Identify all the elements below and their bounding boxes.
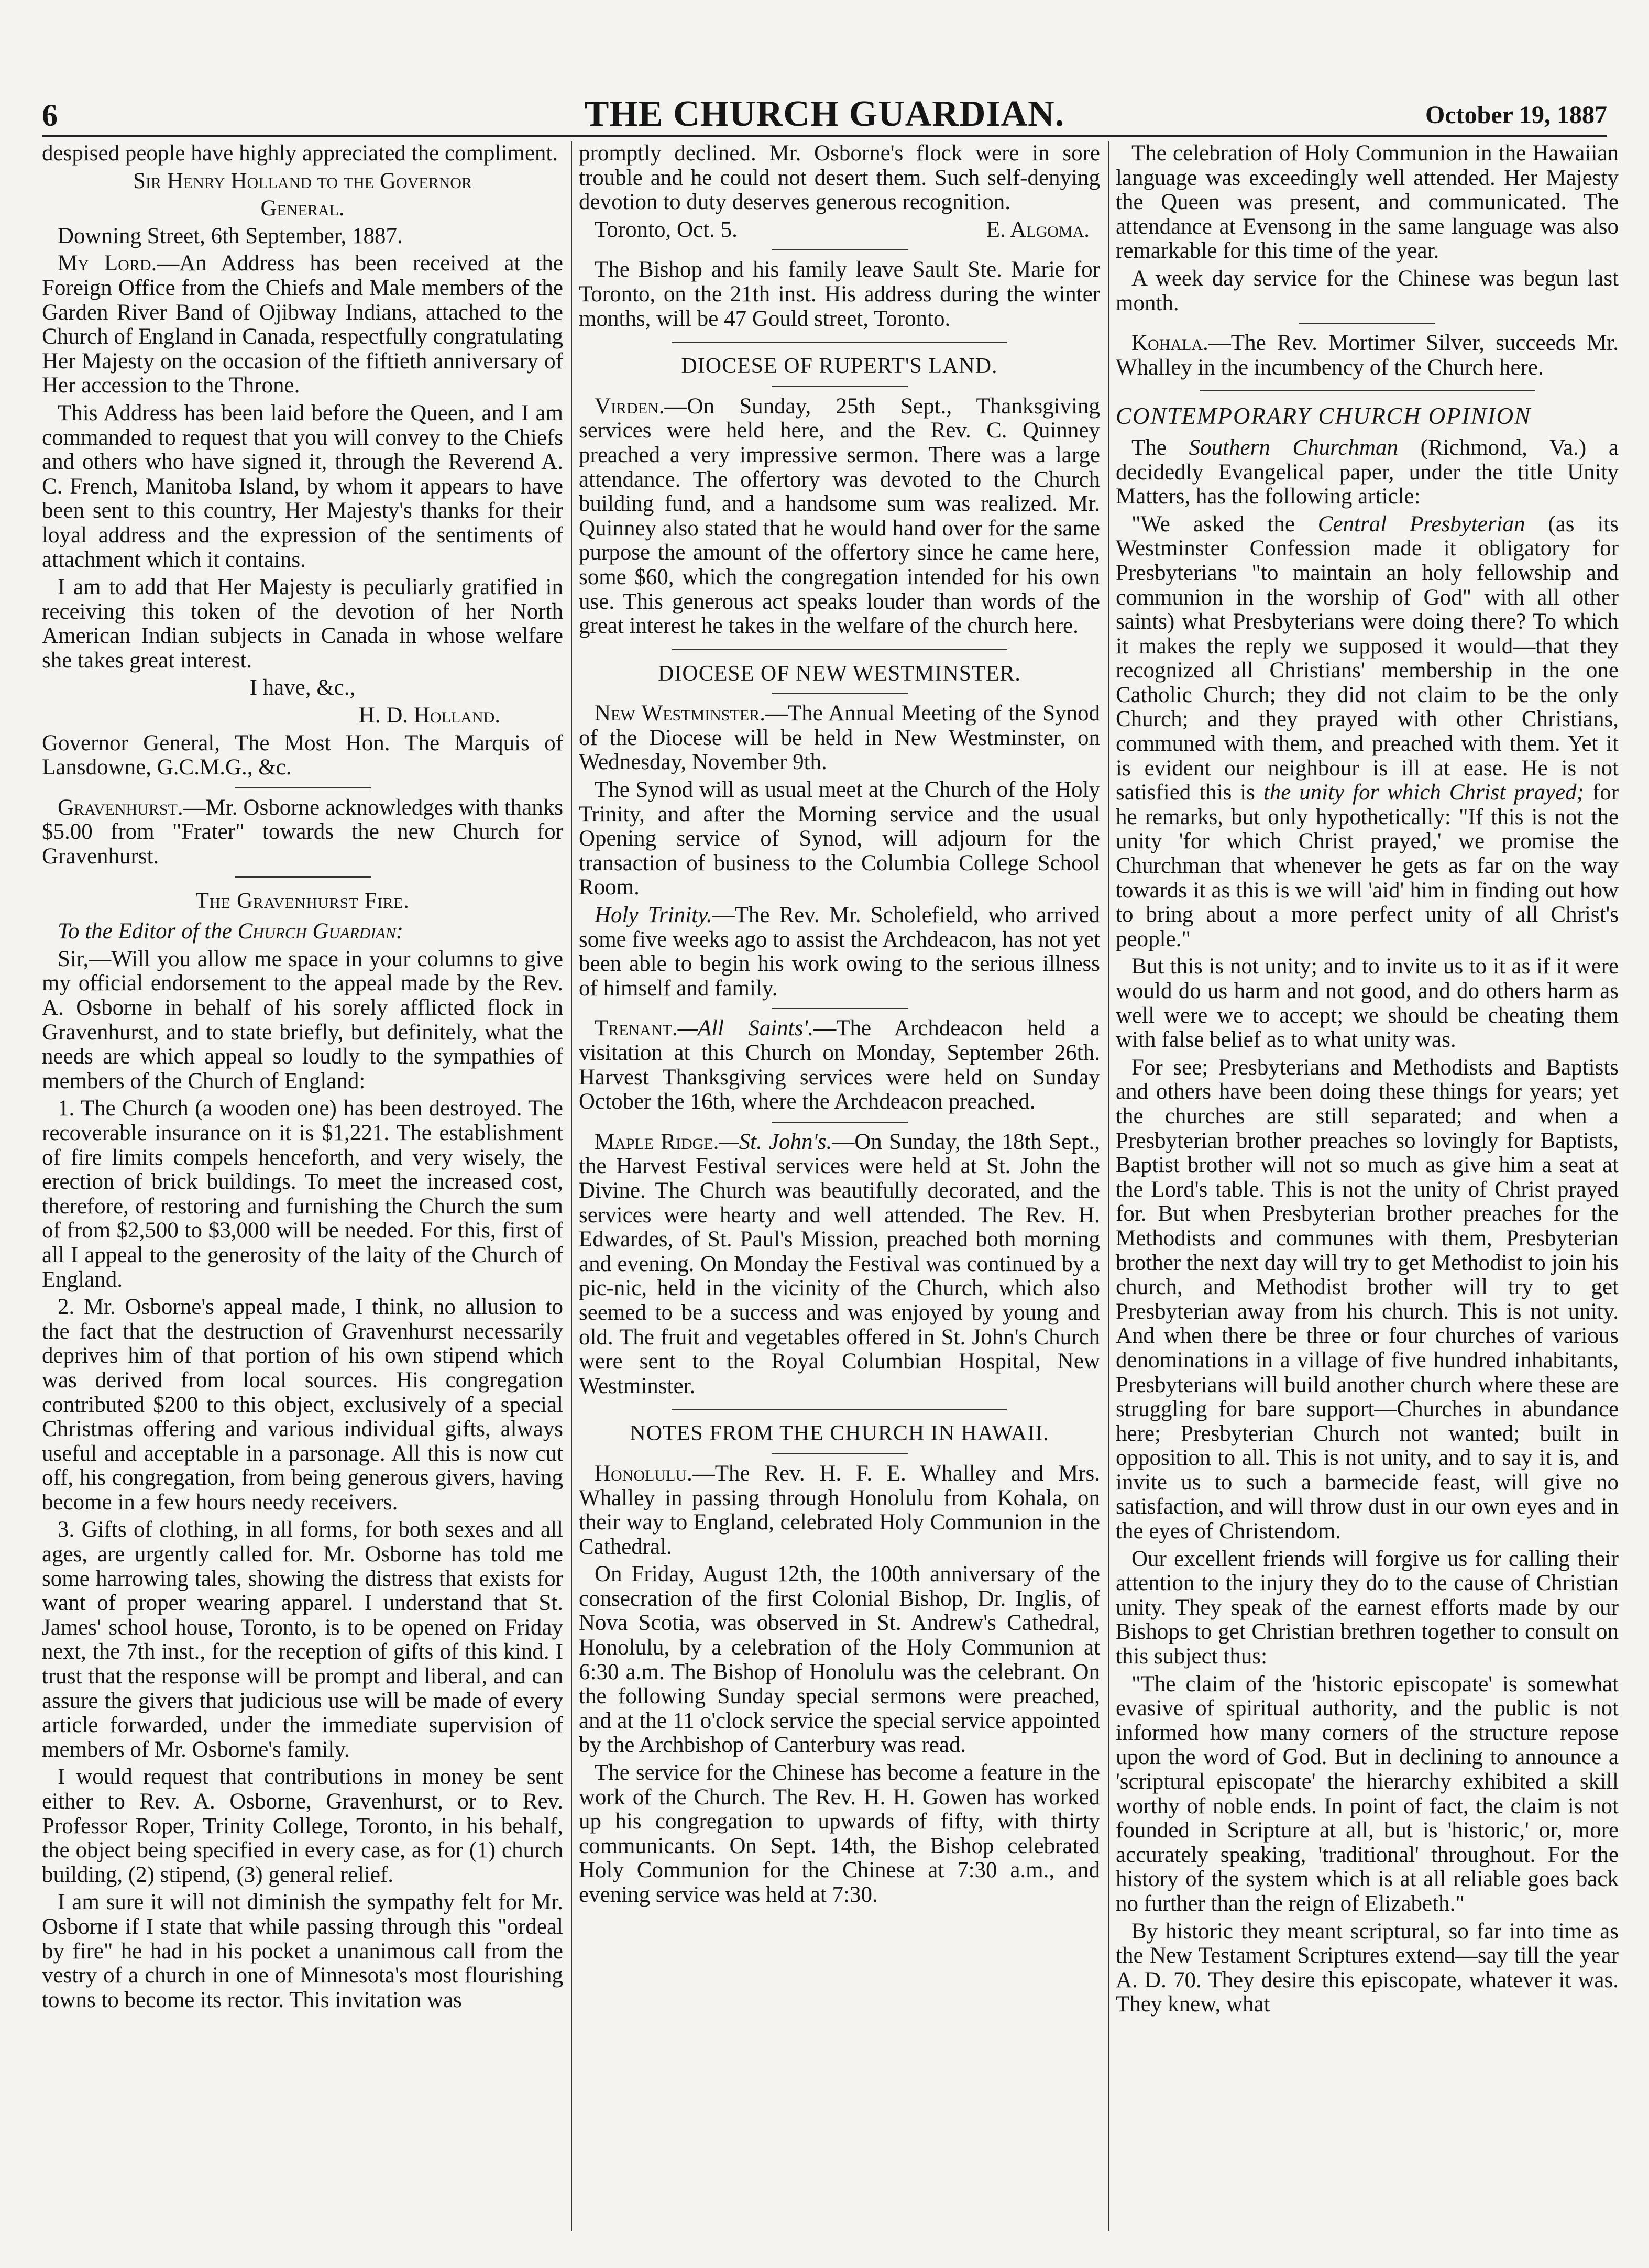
section-heading: NOTES FROM THE CHURCH IN HAWAII. — [630, 1421, 1049, 1446]
emphasis: the unity for which Christ prayed; — [1263, 780, 1584, 805]
paragraph: 3. Gifts of clothing, in all forms, for both sexes and all ages, are urgently called for. Mr. Osborne has told me some harrowing tales, showing the distress that exists for want of proper wearing apparel. I understand that St. James' school house, Toronto, is to be opened on Friday next, the 7th inst., for the reception of gifts of this kind. I trust that the response will be prompt and liberal, and can assure the givers that judicious use will be made of every article forwarded, under the immediate supervision of members of Mr. Osborne's family. — [42, 1517, 563, 1762]
paragraph-text: (as its Westminster Confession made it obligatory for Presbyterians "to maintain an holy fellowship and communion in the worship of God" with all other saints) what Presbyterians were doing there? To which it makes the reply we supposed it would—that they recognized all Christians' membership in the one Catholic Church; they did not claim to be the only Church; and they prayed with other Christians, communed with them, and preached with them. Yet it is evident our neighbour is ill at ease. He is not satisfied this is — [1116, 511, 1619, 805]
lead-in: Honolulu. — [595, 1461, 692, 1486]
paragraph-text: —The Archdeacon held a visitation at this Church on Monday, September 26th. Harvest Thanksgiving services were held on Sunday October the 16th, where the Archdeacon preached. — [579, 1016, 1100, 1114]
paragraph-text: for he remarks, but only hypothetically: "If this is not the unity 'for which Christ prayed,' we promise the Churchman that whenever he gets as far on the way towards it as this is we will 'aid' him in finding out how to bring about a more perfect unity of all Christ's people." — [1116, 780, 1619, 951]
paragraph — [579, 1462, 1100, 1559]
section-rule — [772, 386, 908, 387]
paragraph — [42, 251, 563, 398]
paper-name: Central Presbyterian — [1317, 511, 1525, 536]
section-rule — [772, 1008, 908, 1009]
lead-in: Holy Trinity. — [595, 903, 712, 928]
paragraph-text: The — [1131, 435, 1167, 460]
signature-line — [579, 218, 1100, 243]
paragraph: 1. The Church (a wooden one) has been destroyed. The recoverable insurance on it is $1,221. The establishment of fire limits compels henceforth, and very wisely, the erection of brick buildings. To meet the increased cost, therefore, of restoring and furnishing the Church the sum of from $2,500 to $3,000 will be needed. For this, first of all I appeal to the generosity of the laity of the Church of England. — [42, 1096, 563, 1292]
dateline: Downing Street, 6th September, 1887. — [58, 223, 403, 248]
paragraph — [579, 702, 1100, 775]
column-2 — [579, 141, 1100, 2231]
section-rule — [772, 1453, 908, 1454]
paragraph — [579, 903, 1100, 1001]
section-rule — [772, 1122, 908, 1123]
paragraph: The Bishop and his family leave Sault Ste. Marie for Toronto, on the 21th inst. His address during the winter months, will be 47 Gould street, Toronto. — [579, 257, 1100, 331]
paragraph: promptly declined. Mr. Osborne's flock were in sore trouble and he could not desert them. Such self-denying devotion to duty deserves generous recognition. — [579, 141, 1100, 215]
lead-sub: —All Saints'. — [677, 1016, 814, 1041]
salutation — [42, 919, 563, 944]
lead-in: Trenant. — [595, 1016, 678, 1041]
paragraph: despised people have highly appreciated the compliment. — [42, 141, 558, 166]
letter-heading: General. — [260, 196, 345, 221]
paragraph — [1116, 331, 1619, 380]
column-divider — [1108, 141, 1109, 2231]
paragraph: I am to add that Her Majesty is peculiarly gratified in receiving this token of the devotion of her North American Indian subjects in Canada in whose welfare she takes great interest. — [42, 575, 563, 673]
section-rule — [672, 1409, 1007, 1410]
section-rule — [1200, 390, 1535, 391]
column-divider — [571, 141, 572, 2231]
sign-place: Toronto, Oct. 5. — [595, 217, 738, 242]
section-heading: CONTEMPORARY CHURCH OPINION — [1116, 403, 1532, 430]
lead-in: My Lord. — [58, 251, 157, 276]
section-heading: DIOCESE OF NEW WESTMINSTER. — [658, 661, 1021, 686]
section-heading: DIOCESE OF RUPERT'S LAND. — [681, 354, 998, 379]
paragraph: By historic they meant scriptural, so far into time as the New Testament Scriptures extend—say till the year A. D. 70. They desire this episcopate, whatever it was. They knew, what — [1116, 1919, 1619, 2017]
signature: H. D. Holland. — [358, 703, 500, 728]
lead-in: Maple Ridge. — [595, 1129, 719, 1154]
paragraph: This Address has been laid before the Queen, and I am commanded to request that you will convey to the Chiefs and others who have signed it, through the Reverend A. C. French, Manitoba Island, by whom it appears to have been sent to this country, Her Majesty's thanks for their loyal address and the expression of the sentiments of attachment which it contains. — [42, 400, 563, 572]
paragraph: Our excellent friends will forgive us for calling their attention to the injury they do to the cause of Christian unity. They speak of the earnest efforts made by our Bishops to get Christian brethren together to consult on this subject thus: — [1116, 1546, 1619, 1669]
salutation-paper: Church Guardian: — [237, 919, 404, 944]
masthead: THE CHURCH GUARDIAN. — [584, 94, 1065, 134]
paragraph: The celebration of Holy Communion in the Hawaiian language was exceedingly well attended. Her Majesty the Queen was present, and communicated. The attendance at Evensong in the same language was also remarkable for this time of the year. — [1116, 141, 1619, 264]
paragraph: On Friday, August 12th, the 100th anniversary of the consecration of the first Colonial Bishop, Dr. Inglis, of Nova Scotia, was observed in St. Andrew's Cathedral, Honolulu, by a celebration of the Holy Communion at 6:30 a.m. The Bishop of Honolulu was the celebrant. On the following Sunday special sermons were preached, and at the 11 o'clock service the special service appointed by the Archbishop of Canterbury was read. — [579, 1562, 1100, 1758]
paragraph: Governor General, The Most Hon. The Marquis of Lansdowne, G.C.M.G., &c. — [42, 730, 563, 780]
lead-in: New Westminster. — [595, 701, 765, 726]
paragraph: The Synod will as usual meet at the Church of the Holy Trinity, and after the Morning service and the usual Opening service of Synod, will adjourn for the transaction of business to the Columbia College School Room. — [579, 777, 1100, 900]
section-heading: The Gravenhurst Fire. — [195, 889, 410, 913]
section-rule — [672, 649, 1007, 650]
section-rule — [1299, 323, 1435, 324]
paragraph-text: —The Annual Meeting of the Synod of the Diocese will be held in New Westminster, on Wednesday, November 9th. — [579, 701, 1100, 775]
page-header — [42, 93, 1607, 135]
section-rule — [772, 693, 908, 694]
paragraph — [579, 395, 1100, 639]
salutation-text: To the Editor of the — [58, 919, 232, 944]
paragraph-text: (Richmond, Va.) a decidedly Evangelical paper, under the title Unity Matters, has the following article: — [1116, 435, 1619, 509]
page-number: 6 — [42, 98, 58, 133]
paragraph-text: "We asked the — [1131, 511, 1295, 536]
paragraph-text: —On Sunday, 25th Sept., Thanksgiving services were held here, and the Rev. C. Quinney preached a very impressive sermon. There was a large attendance. The offertory was devoted to the Church building fund, and a handsome sum was realized. Mr. Quinney also stated that he would hand over for the same purpose the amount of the offertory since he came here, some $60, which the congregation intended for his own use. This generous act speaks louder than words of the great interest he takes in the welfare of the church here. — [579, 393, 1100, 639]
issue-date: October 19, 1887 — [1425, 101, 1607, 129]
paragraph — [579, 1016, 1100, 1114]
column-3 — [1116, 141, 1619, 2231]
paragraph-text: —On Sunday, the 18th Sept., the Harvest Festival services were held at St. John the Divine. The Church was beautifully decorated, and the services were hearty and well attended. The Rev. H. Edwardes, of St. Paul's Mission, preached both morning and evening. On Monday the Festival was continued by a pic-nic, held in the vicinity of the Church, which also seemed to be a success and was enjoyed by young and old. The fruit and vegetables offered in St. John's Church were sent to the Royal Columbian Hospital, New Westminster. — [579, 1129, 1100, 1398]
section-rule — [235, 876, 371, 878]
paragraph — [42, 796, 563, 869]
paragraph-text: —Mr. Osborne acknowledges with thanks $5.00 from "Frater" towards the new Church for Gravenhurst. — [42, 795, 563, 869]
quotation: "The claim of the 'historic episcopate' is somewhat evasive of spiritual authority, and the public is not informed how many corners of the structure repose upon the word of God. But in declining to announce a 'scriptural episcopate' the hierarchy exhibited a skill worthy of noble ends. In point of fact, the claim is not founded in Scripture at all, but is 'historic,' or, more accurately speaking, 'traditional' throughout. For the history of the system which is at all reliable goes back no further than the reign of Elizabeth." — [1116, 1671, 1619, 1916]
paragraph: A week day service for the Chinese was begun last month. — [1116, 266, 1619, 315]
paragraph: I would request that contributions in money be sent either to Rev. A. Osborne, Gravenhurst, or to Rev. Professor Roper, Trinity College, Toronto, in his behalf, the object being specified in every case, as for (1) church building, (2) stipend, (3) general relief. — [42, 1765, 563, 1887]
paragraph: The service for the Chinese has become a feature in the work of the Church. The Rev. H. H. Gowen has worked up his congregation to upwards of fifty, with thirty communicants. On Sept. 14th, the Bishop celebrated Holy Communion for the Chinese at 7:30 a.m., and evening service was held at 7:30. — [579, 1760, 1100, 1907]
paragraph: I am sure it will not diminish the sympathy felt for Mr. Osborne if I state that while passing through this "ordeal by fire" he had in his pocket a unanimous call from the vestry of a church in one of Minnesota's most flourishing towns to become its rector. This invitation was — [42, 1890, 563, 2012]
lead-in: Virden. — [595, 393, 665, 419]
paragraph — [1116, 436, 1619, 509]
paragraph: But this is not unity; and to invite us to it as if it were would do us harm and not good, and do others harm as well were we to accept; we should be cheating them with false belief as to what unity was. — [1116, 954, 1619, 1053]
column-1 — [42, 141, 563, 2231]
paper-name: Southern Churchman — [1189, 435, 1398, 460]
section-rule — [235, 787, 371, 788]
paragraph-text: —An Address has been received at the Foreign Office from the Chiefs and Male members of the Garden River Band of Ojibway Indians, attached to the Church of England in Canada, respectfully congratulating Her Majesty on the occasion of the fiftieth anniversary of Her accession to the Throne. — [42, 251, 563, 398]
section-rule — [672, 342, 1007, 343]
closing: I have, &c., — [249, 675, 356, 700]
lead-sub: —St. John's. — [719, 1129, 832, 1154]
paragraph — [1116, 512, 1619, 952]
lead-in: Kohala. — [1131, 331, 1208, 356]
paragraph-text: —The Rev. H. F. E. Whalley and Mrs. Whalley in passing through Honolulu from Kohala, on their way to England, celebrated Holy Communion in the Cathedral. — [579, 1461, 1100, 1559]
paragraph: For see; Presbyterians and Methodists and Baptists and others have been doing these things for years; yet the churches are still separated; and when a Presbyterian brother preaches so lovingly for Baptists, Baptist brother will not so much as give him a seat at the Lord's table. This is not the unity of Christ prayed for. But when Presbyterian brother preaches for the Methodists and communes with them, Presbyterian brother the next day will try to get Methodist to join his church, and Methodist brother will try to get Presbyterian away from his church. This is not unity. And when there be three or four churches of various denominations in a village of five hundred inhabitants, Presbyterians will build another church where these are struggling for bare support—Churches in abundance here; Presbyterian Church not wanted; built in opposition to all. This is not unity, and to say it is, and invite us to such a barmecide feast, will give no satisfaction, and will throw dust in our own eyes and in the eyes of Christendom. — [1116, 1055, 1619, 1544]
lead-in: Gravenhurst. — [58, 795, 183, 820]
header-rule — [42, 135, 1607, 137]
paragraph — [579, 1130, 1100, 1399]
paragraph-text: —The Rev. Mr. Scholefield, who arrived some five weeks ago to assist the Archdeacon, has not yet been able to begin his work owing to the serious illness of himself and family. — [579, 903, 1100, 1001]
paragraph: Sir,—Will you allow me space in your columns to give my official endorsement to the appeal made by the Rev. A. Osborne in behalf of his sorely afflicted flock in Gravenhurst, and to state briefly, but definitely, what the needs are which appeal so loudly to the sympathies of members of the Church of England: — [42, 946, 563, 1093]
letter-heading: Sir Henry Holland to the Governor — [133, 168, 472, 193]
paragraph: 2. Mr. Osborne's appeal made, I think, no allusion to the fact that the destruction of Gravenhurst necessarily deprives him of that portion of his own stipend which was derived from local sources. His congregation contributed $200 to this object, exclusively of a special Christmas offering and various individual gifts, always useful and acceptable in a parsonage. All this is now cut off, his congregation, from being generous givers, having become in a few hours needy receivers. — [42, 1295, 563, 1515]
paragraph-text: —The Rev. Mortimer Silver, succeeds Mr. Whalley in the incumbency of the Church here. — [1116, 331, 1619, 380]
sign-name: E. Algoma. — [986, 217, 1090, 242]
section-rule — [772, 249, 908, 250]
